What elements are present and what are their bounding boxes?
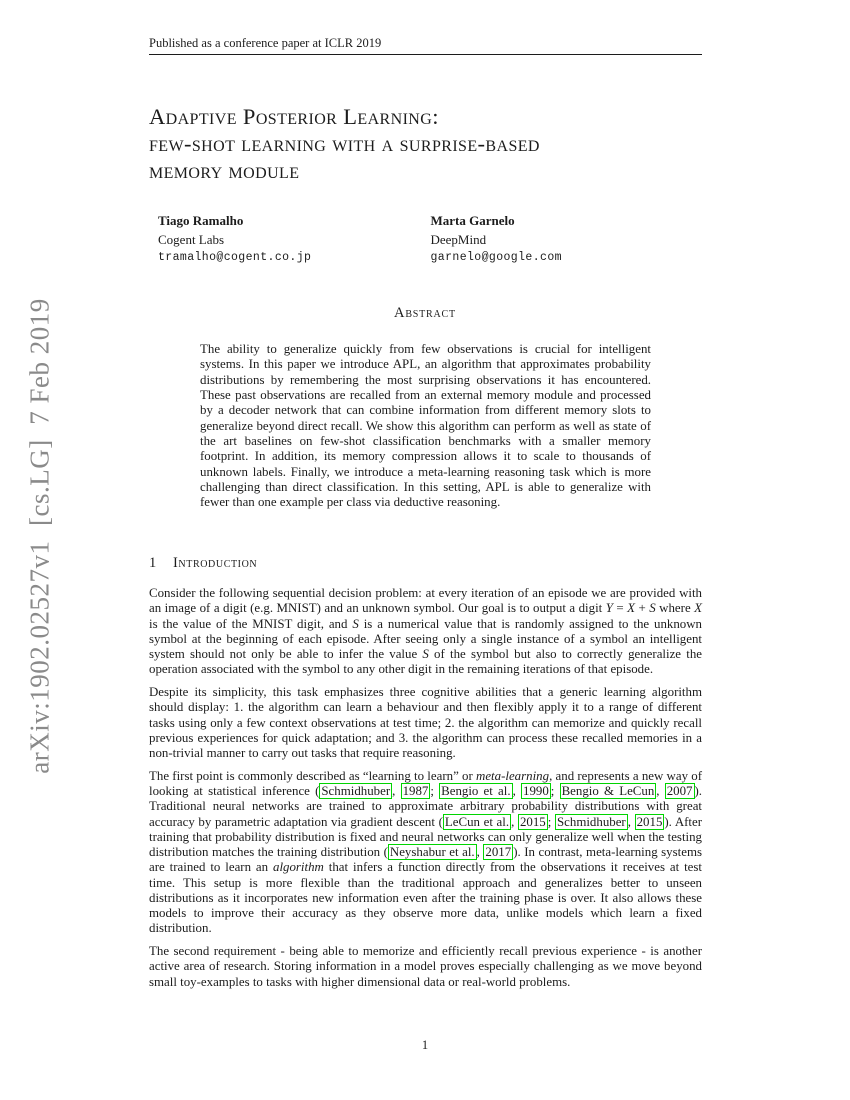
text-run: The second requirement - being able to memorize and efficiently recall previous experience - is another active area of research. Storing information in a model proves especially challenging as we move beyond small toy-examples to tasks with higher dimensional data or real-world problems. (149, 944, 702, 989)
text-run: ). After training that probability distribution is fixed and neural networks can only generalize well when the testing distribution matches the training distribution ( (149, 814, 703, 859)
math-variable: S (422, 647, 429, 661)
text-run: = (612, 601, 628, 616)
math-variable: X (627, 601, 636, 616)
citation-link[interactable]: Bengio et al. (441, 784, 511, 798)
paragraph (149, 685, 702, 761)
author-affiliation: DeepMind (430, 231, 487, 247)
arxiv-watermark: arXiv:1902.02527v1 [cs.LG] 7 Feb 2019 (24, 298, 55, 774)
title-line-3: memory module (149, 158, 300, 183)
text-run: ; (550, 784, 560, 798)
text-run: , (476, 845, 484, 859)
math-variable: X (694, 601, 703, 616)
text-run: ). In contrast, meta-learning systems are trained to learn an (149, 845, 702, 875)
author-email: tramalho@cogent.co.jp (158, 251, 312, 264)
author-entry (158, 212, 431, 268)
paragraph (149, 944, 702, 990)
paragraph (149, 769, 702, 937)
author-entry (431, 212, 704, 268)
author-name: Tiago Ramalho (158, 213, 244, 228)
citation-link[interactable]: 2015 (636, 814, 663, 829)
author-email: garnelo@google.com (430, 251, 562, 264)
author-block (158, 212, 703, 268)
text-run: , (392, 784, 401, 798)
text-run: ). Traditional neural networks are trained to approximate arbitrary probability distributions with great accuracy by parametric adaptation via gradient descent ( (149, 784, 703, 829)
running-header-text: Published as a conference paper at ICLR 2019 (149, 36, 382, 50)
emphasis-text: meta-learning (476, 768, 550, 783)
text-run: where (655, 601, 695, 616)
paper-title (149, 103, 540, 184)
citation-link[interactable]: Schmidhuber (556, 814, 626, 829)
header-rule (149, 54, 702, 55)
page-number: 1 (421, 1038, 429, 1052)
paragraph (149, 586, 702, 678)
title-line-1: Adaptive Posterior Learning: (149, 104, 439, 129)
text-run: is a numerical value that is randomly assigned to the unknown symbol at the beginning of each episode. After seeing only a single instance of a symbol an intelligent system should not only be able to infer the value (149, 616, 703, 661)
abstract-heading: Abstract (394, 305, 456, 321)
section-number: 1 (149, 555, 157, 571)
citation-link[interactable]: Neyshabur et al. (389, 845, 475, 859)
main-column (149, 555, 702, 997)
math-variable: S (649, 601, 656, 616)
abstract-body: The ability to generalize quickly from few observations is crucial for intelligent systems. In this paper we introduce APL, an algorithm that approximates probability distributions by remembering the most surprising observations it has encountered. These past observations are recalled from an external memory module and processed by a decoder network that can combine information from different memory slots to generalize beyond direct recall. We show this algorithm can perform as well as state of the art baselines on few-shot classification benchmarks with a smaller memory footprint. In addition, its memory compression allows it to scale to thousands of unknown labels. Finally, we introduce a meta-learning reasoning task which is more challenging than direct classification. In this setting, APL is able to generalize with fewer than one example per class via deductive reasoning. (200, 342, 651, 510)
math-variable: Y (605, 601, 613, 616)
citation-link[interactable]: LeCun et al. (444, 814, 510, 829)
math-variable: S (352, 616, 359, 631)
emphasis-text: algorithm (273, 860, 324, 875)
running-header (149, 36, 381, 51)
text-run: + (635, 601, 650, 616)
citation-link[interactable]: 2007 (666, 784, 693, 798)
citation-link[interactable]: 1990 (523, 784, 549, 798)
text-run: Consider the following sequential decision problem: at every iteration of an episode we are provided with an image of a digit (e.g. MNIST) and an unknown symbol. Our goal is to output a digit (149, 586, 702, 616)
text-run: that infers a function directly from the observations it receives at test time. This setup is more flexible than the traditional approach and generalizes better to unseen distributions as it incorporates new information even after the training phase is over. It also allows these models to improve their accuracy as they observe more data, unlike models which learn a fixed distribution. (149, 860, 702, 936)
text-run: , (656, 784, 665, 798)
citation-link[interactable]: 1987 (402, 784, 429, 798)
citation-link[interactable]: 2015 (519, 814, 546, 829)
text-run: , (511, 814, 518, 829)
text-run: ; (547, 814, 555, 829)
section-title: Introduction (173, 555, 258, 571)
text-run: of the symbol but also to correctly generalize the operation associated with the symbol to any other digit in the remaining iterations of that episode. (149, 647, 702, 677)
text-run: ; (430, 784, 440, 798)
citation-link[interactable]: Schmidhuber (321, 784, 391, 798)
author-affiliation: Cogent Labs (158, 231, 225, 247)
citation-link[interactable]: Bengio & LeCun (561, 784, 655, 798)
text-run: is the value of the MNIST digit, and (149, 616, 353, 631)
text-run: , (627, 814, 635, 829)
title-line-2: few-shot learning with a surprise-based (149, 131, 540, 156)
citation-link[interactable]: 2017 (485, 845, 512, 859)
text-run: , (512, 784, 521, 798)
author-name: Marta Garnelo (430, 213, 515, 228)
text-run: , and represents a new way of looking at statistical inference ( (149, 768, 702, 798)
text-run: Despite its simplicity, this task emphasizes three cognitive abilities that a generic learning algorithm should display: 1. the algorithm can learn a behaviour and then flexibly apply it to a range of different tasks using only a few context observations at test time; 2. the algorithm can memorize and quickly recall previous experiences for quick adaptation; and 3. the algorithm can process these recalled memories in a non-trivial manner to carry out tasks that require reasoning. (149, 685, 702, 760)
section-heading (149, 555, 702, 572)
text-run: The first point is commonly described as “learning to learn” or (149, 768, 477, 783)
